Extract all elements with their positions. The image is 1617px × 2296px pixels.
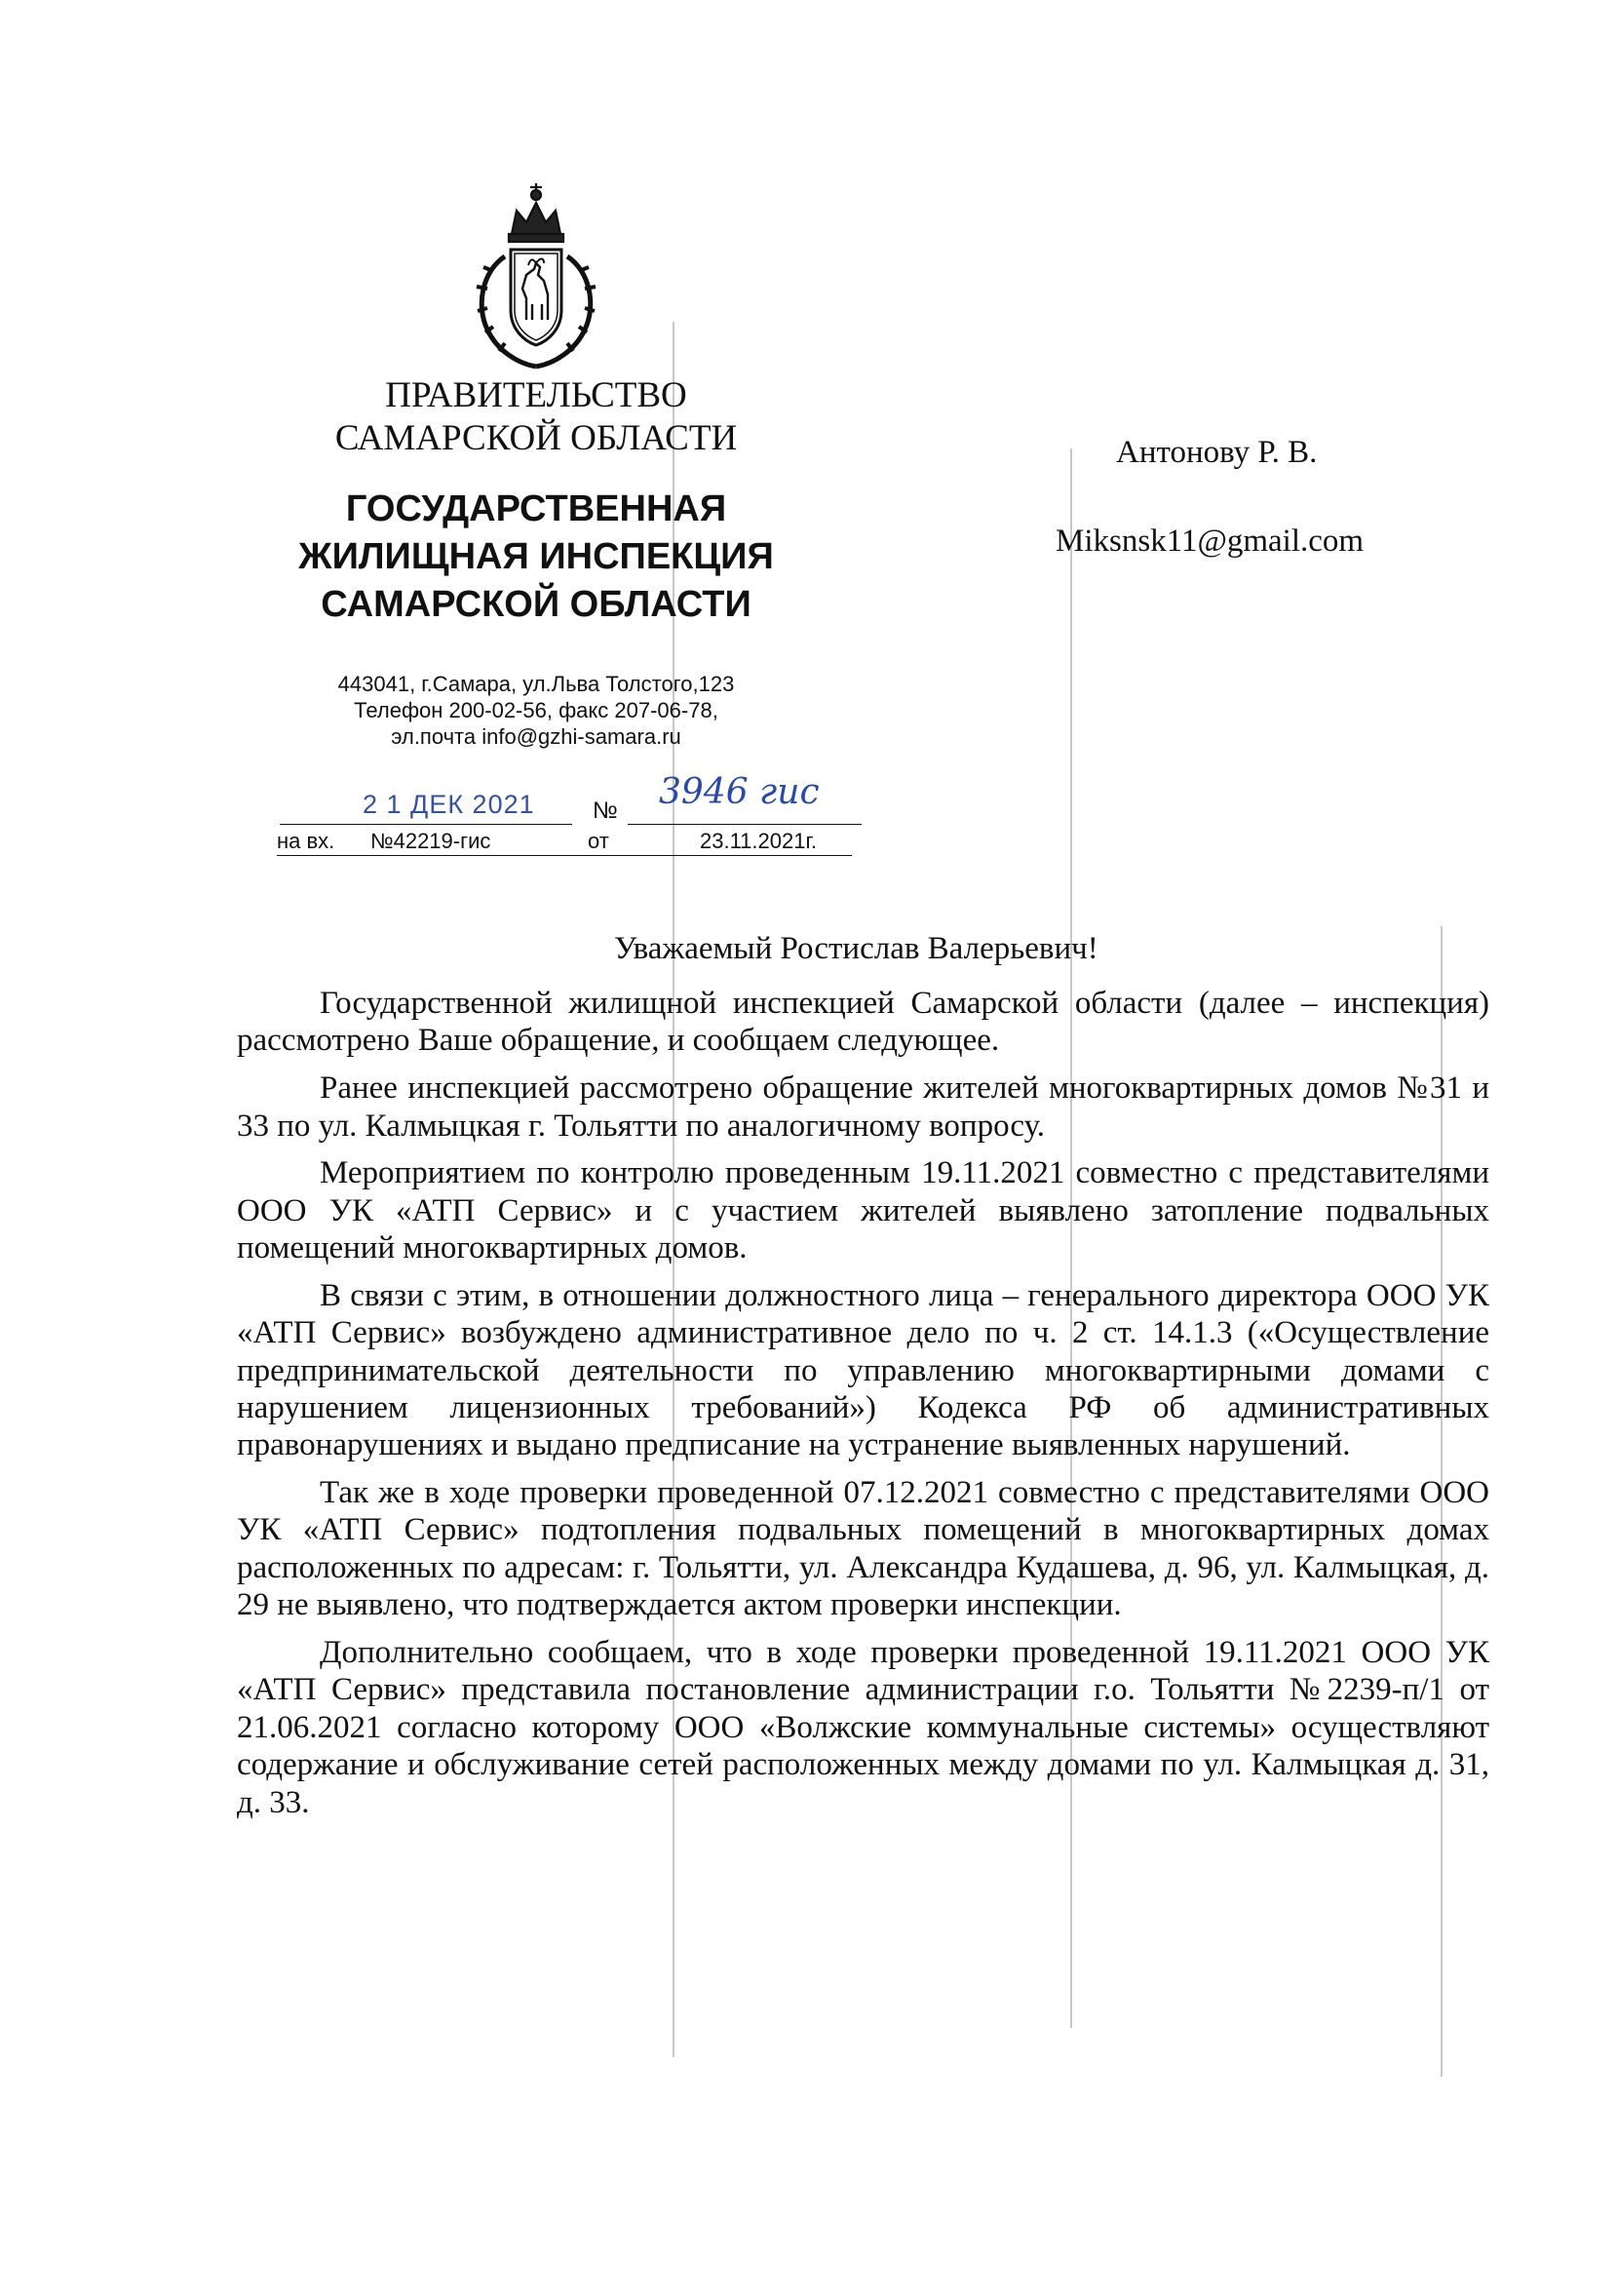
date-stamp: 2 1 ДЕК 2021 <box>363 790 535 819</box>
email-line: эл.почта info@gzhi-samara.ru <box>391 724 681 749</box>
recipient-email: Miksnsk11@gmail.com <box>1056 524 1365 559</box>
government-line: ПРАВИТЕЛЬСТВО <box>385 375 687 415</box>
number-label: № <box>593 798 618 824</box>
letter-paragraph: В связи с этим, в отношении должностного лица – генерального директора ООО УК «АТП Сервис» возбуждено административное дело по ч. 2 ст. 14.1.3 («Осуществление предпринимательской деятельности по управлению многоквартирными домами с нарушением лицензионных требований») Кодекса РФ об административных правонарушениях и выдано предписание на устранение выявленных нарушений. <box>237 1277 1489 1463</box>
incoming-underline <box>277 855 852 856</box>
government-title <box>292 374 780 460</box>
agency-line: ГОСУДАРСТВЕННАЯ <box>345 488 727 529</box>
agency-line: САМАРСКОЙ ОБЛАСТИ <box>321 584 751 625</box>
government-line: САМАРСКОЙ ОБЛАСТИ <box>334 418 738 458</box>
date-underline <box>280 824 572 825</box>
letter-paragraph: Дополнительно сообщаем, что в ходе проверки проведенной 19.11.2021 ООО УК «АТП Сервис» представила постановление администрации г.о. Тольятти №2239-п/1 от 21.06.2021 согласно которому ООО «Волжские коммунальные системы» осуществляют содержание и обслуживание сетей расположенных между домами по ул. Калмыцкая д. 31, д. 33. <box>237 1634 1489 1820</box>
from-label: от <box>588 829 609 853</box>
letter-greeting: Уважаемый Ростислав Валерьевич! <box>614 931 1098 966</box>
coat-of-arms-emblem <box>458 174 614 373</box>
agency-contacts <box>253 671 819 750</box>
number-underline <box>628 824 862 825</box>
agency-line: ЖИЛИЩНАЯ ИНСПЕКЦИЯ <box>298 536 774 577</box>
incoming-date: 23.11.2021г. <box>700 829 817 853</box>
outgoing-number-handwritten: 3946 гис <box>659 772 820 812</box>
agency-title <box>249 486 824 629</box>
letter-paragraph: Так же в ходе проверки проведенной 07.12.2021 совместно с представителями ООО УК «АТП Сервис» подтопления подвальных помещений в многоквартирных домах расположенных по адресам: г. Тольятти, ул. Александра Кудашева, д. 96, ул. Калмыцкая, д. 29 не выявлено, что подтверждается актом проверки инспекции. <box>237 1475 1489 1623</box>
recipient-name: Антонову Р. В. <box>1116 435 1318 470</box>
letter-body <box>237 985 1489 1831</box>
letter-paragraph: Государственной жилищной инспекцией Самарской области (далее – инспекция) рассмотрено Ваше обращение, и сообщаем следующее. <box>237 986 1489 1059</box>
incoming-label: на вх. <box>277 829 335 853</box>
letter-paragraph: Мероприятием по контролю проведенным 19.11.2021 совместно с представителями ООО УК «АТП Сервис» и с участием жителей выявлено затопление подвальных помещений многоквартирных домов. <box>237 1155 1489 1266</box>
phone-line: Телефон 200-02-56, факс 207-06-78, <box>354 698 718 722</box>
letter-paragraph: Ранее инспекцией рассмотрено обращение жителей многоквартирных домов №31 и 33 по ул. Калмыцкая г. Тольятти по аналогичному вопросу. <box>237 1070 1489 1144</box>
incoming-number: №42219-гис <box>370 829 491 853</box>
address-line: 443041, г.Самара, ул.Льва Толстого,123 <box>337 672 735 696</box>
